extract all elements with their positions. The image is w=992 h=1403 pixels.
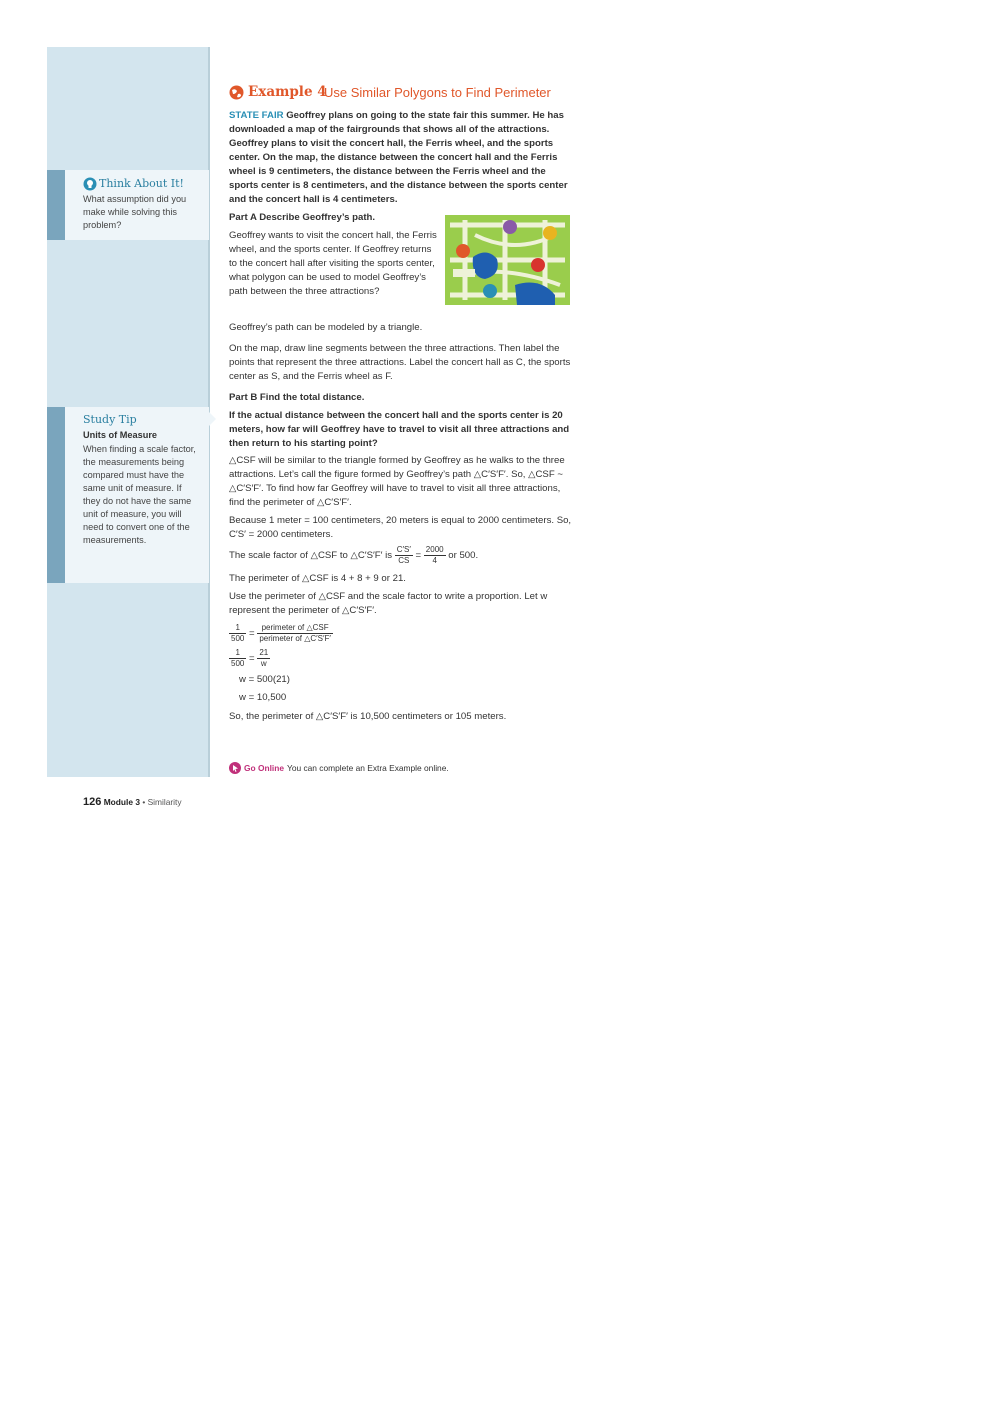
study-tip-title: Study Tip: [83, 413, 137, 426]
scale-fraction-2: [424, 545, 446, 566]
example-label: Example 4: [248, 84, 327, 100]
proportion-equation-2: [229, 648, 270, 669]
eq2-fraction-left: [229, 648, 246, 669]
example-intro: [229, 109, 574, 207]
think-text: What assumption did you make while solving this problem?: [83, 194, 187, 230]
state-fair-keyword: STATE FAIR: [229, 110, 284, 121]
equation-step-4: w = 10,500: [239, 692, 287, 703]
eq2-fraction-right: [257, 648, 270, 669]
conversion-text: Because 1 meter = 100 centimeters, 20 meters is equal to 2000 centimeters. So, C′S′ = 2000 centimeters.: [229, 515, 572, 540]
think-accent-bar: [47, 170, 65, 240]
intro-text: Geoffrey plans on going to the state fair this summer. He has downloaded a map of the fairgrounds that shows all of the attractions. Geoffrey plans to visit the concert hall, the Ferris wheel, and the sports center. On the map, the distance between the concert hall and the Ferris wheel is 9 centimeters, the distance between the Ferris wheel and the sports center is 8 centimeters, and the distance between the sports center and the concert hall is 4 centimeters.: [229, 110, 568, 205]
equation-step-3: w = 500(21): [239, 674, 290, 685]
similarity-text: △CSF will be similar to the triangle formed by Geoffrey as he walks to the three attractions. Let’s call the figure formed by Geoffrey’s path △C′S′F′. So, △CSF ~ △C′S′F′. To find how far Geoffrey will have to travel to visit all three attractions, find the perimeter of △C′S′F′.: [229, 455, 565, 508]
eq1-fraction-left: [229, 623, 246, 644]
scale-factor-line: [229, 545, 478, 566]
study-accent-bar: [47, 407, 65, 583]
eq2-den-right: w: [260, 659, 267, 668]
page-number: 126: [83, 796, 102, 808]
eq2-den-left: 500: [231, 659, 245, 668]
study-tip-text: When finding a scale factor, the measurements being compared must have the same unit of measure. If they do not have the same unit of measure, you will need to convert one of the measurements.: [83, 444, 196, 545]
page-footer: [83, 796, 182, 808]
topic-label: Similarity: [147, 797, 182, 807]
fairground-map-image: [445, 215, 570, 305]
scale-num-1: C′S′: [396, 545, 411, 554]
lightbulb-icon: [83, 177, 97, 191]
study-tip-box: [47, 407, 209, 583]
footer-separator: •: [142, 797, 146, 807]
conclusion-text: So, the perimeter of △C′S′F′ is 10,500 centimeters or 105 meters.: [229, 711, 507, 722]
scale-prefix: The scale factor of △CSF to △C′S′F′ is: [229, 550, 393, 562]
go-online-label[interactable]: Go Online: [244, 763, 285, 773]
proportion-equation-1: [229, 623, 333, 644]
eq1-den-right: perimeter of △C′S′F′: [259, 634, 331, 643]
part-a-question: Geoffrey wants to visit the concert hall, the Ferris wheel, and the sports center. If Geoffrey returns to the concert hall after visiting the sports center, what polygon can be used to model Geoffrey’s path between the three attractions?: [229, 230, 437, 297]
eq1-den-left: 500: [231, 634, 245, 643]
eq2-num-right: 21: [259, 648, 269, 657]
eq1-num-right: perimeter of △CSF: [257, 623, 333, 634]
eq1-equals: =: [249, 628, 255, 640]
scale-fraction-1: [395, 545, 413, 566]
eq2-num-left: 1: [229, 648, 246, 659]
part-a-instructions: On the map, draw line segments between the three attractions. Then label the points that represent the three attractions. Label the concert hall as C, the sports center as S, and the Ferris wheel as F.: [229, 343, 571, 382]
module-label: Module 3: [103, 797, 140, 807]
eq1-num-left: 1: [229, 623, 246, 634]
part-a-heading: Part A Describe Geoffrey’s path.: [229, 212, 376, 223]
study-tip-subtitle: Units of Measure: [83, 430, 158, 440]
perimeter-text: The perimeter of △CSF is 4 + 8 + 9 or 21.: [229, 573, 406, 584]
equals-sign: =: [415, 550, 422, 562]
scale-den-2: 4: [432, 556, 437, 565]
go-online-text: You can complete an Extra Example online.: [287, 763, 449, 773]
globe-icon: [229, 85, 244, 100]
part-a-answer: Geoffrey’s path can be modeled by a triangle.: [229, 322, 423, 333]
scale-den-1: CS: [398, 556, 410, 565]
think-title: Think About It!: [99, 177, 184, 190]
scale-suffix: or 500.: [448, 550, 479, 562]
part-b-heading: Part B Find the total distance.: [229, 392, 365, 403]
eq1-fraction-right: [257, 623, 333, 644]
eq2-equals: =: [249, 653, 255, 665]
study-tip-pointer: [209, 412, 216, 426]
proportion-text: Use the perimeter of △CSF and the scale factor to write a proportion. Let w represent the perimeter of △C′S′F′.: [229, 591, 548, 616]
example-title: Use Similar Polygons to Find Perimeter: [324, 85, 551, 100]
cursor-icon: [229, 762, 241, 774]
think-about-it-box: [47, 170, 209, 240]
part-b-question: If the actual distance between the concert hall and the sports center is 20 meters, how far will Geoffrey have to travel to visit all three attractions and then return to his starting point?: [229, 410, 570, 449]
scale-num-2: 2000: [425, 545, 444, 554]
